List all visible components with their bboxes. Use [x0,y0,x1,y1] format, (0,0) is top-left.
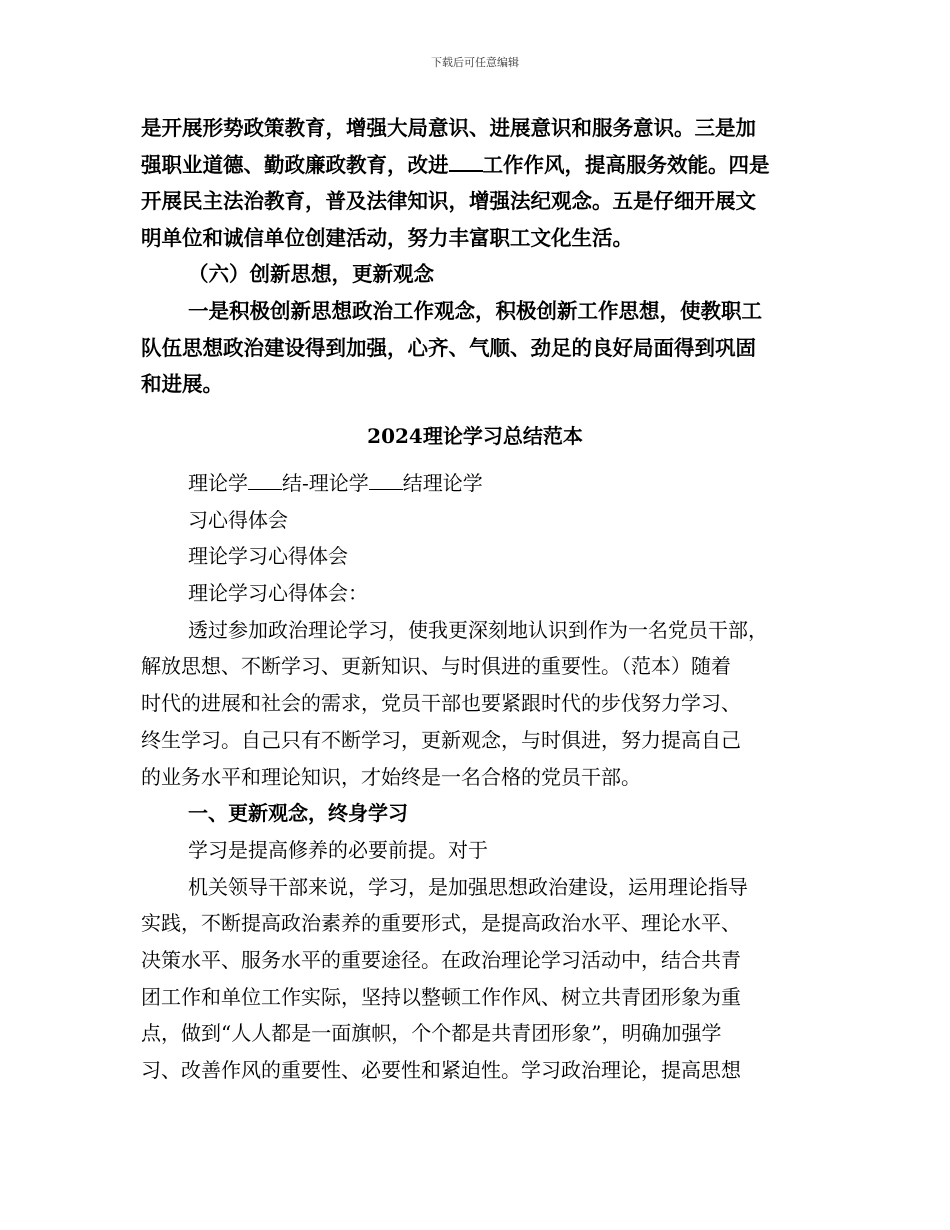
text-line: 决策水平、服务水平的重要途径。在政治理论学习活动中，结合共青 [141,947,741,972]
text-line: 的业务水平和理论知识，才始终是一名合格的党员干部。 [141,764,641,789]
text-line: 开展民主法治教育，普及法律知识，增强法纪观念。五是仔细开展文 [141,189,756,214]
text-line: 透过参加政治理论学习，使我更深刻地认识到作为一名党员干部， [188,617,768,642]
text-segment: 强职业道德、勤政廉政教育，改进 [141,152,449,177]
document-title: 2024理论学习总结范本 [367,424,583,448]
text-segment: 工作作风，提高服务效能。四是 [482,152,770,177]
blank-underline [248,473,282,490]
text-line: 理论学习心得体会 [188,544,348,569]
text-segment: 结理论学 [402,471,483,495]
document-body [141,465,813,1089]
paragraph-education [141,110,813,403]
text-line: 队伍思想政治建设得到加强，心齐、气顺、劲足的良好局面得到巩固 [141,335,756,360]
text-line [141,465,813,502]
text-line: 明单位和诚信单位创建活动，努力丰富职工文化生活。 [141,225,633,250]
text-line: 一是积极创新思想政治工作观念，积极创新工作思想，使教职工 [188,298,762,323]
text-line: 点，做到“人人都是一面旗帜，个个都是共青团形象”，明确加强学 [141,1021,722,1046]
text-line: 是开展形势政策教育，增强大局意识、进展意识和服务意识。三是加 [141,116,756,140]
text-line [141,147,813,184]
text-line: 时代的进展和社会的需求，党员干部也要紧跟时代的步伐努力学习、 [141,691,741,716]
text-line: 理论学习心得体会： [188,581,368,606]
section-heading-1: 一、更新观念，终身学习 [188,801,408,826]
text-line: 习心得体会 [188,507,288,532]
text-line: 习、改善作风的重要性、必要性和紧迫性。学习政治理论，提高思想 [141,1058,741,1082]
blank-underline [449,152,483,172]
text-line: 团工作和单位工作实际，坚持以整顿工作作风、树立共青团形象为重 [141,984,741,1009]
text-segment: 结-理论学 [282,471,369,495]
text-line: 和进展。 [141,372,223,397]
text-line: 机关领导干部来说，学习，是加强思想政治建设，运用理论指导 [188,874,748,899]
section-heading-6: （六）创新思想，更新观念 [188,262,434,287]
text-line: 解放思想、不断学习、更新知识、与时俱进的重要性。（范本）随着 [141,654,731,679]
text-line: 终生学习。自己只有不断学习，更新观念，与时俱进，努力提高自己 [141,727,741,752]
text-line: 学习是提高修养的必要前提。对于 [188,837,488,862]
text-segment: 理论学 [188,471,248,495]
text-line: 实践，不断提高政治素养的重要形式，是提高政治水平、理论水平、 [141,911,741,936]
blank-underline [369,473,403,490]
page-header: 下载后可任意编辑 [431,56,519,69]
